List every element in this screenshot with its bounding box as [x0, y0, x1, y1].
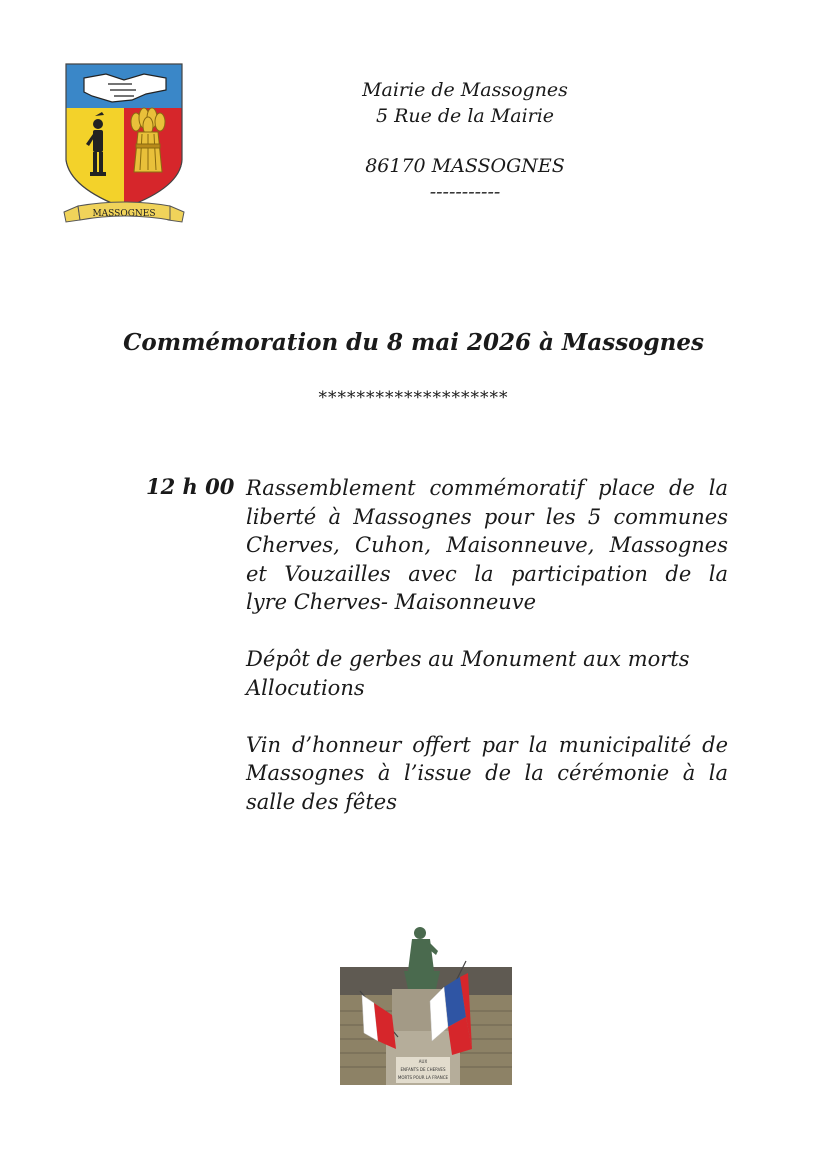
text-line: liberté à Massognes pour les 5 communes — [246, 504, 728, 529]
paragraph-wreath — [246, 645, 728, 702]
document-title: Commémoration du 8 mai 2026 à Massognes — [123, 329, 704, 356]
paragraph-gathering — [246, 474, 728, 617]
paragraph-reception — [246, 731, 728, 817]
war-memorial-photo — [340, 921, 512, 1085]
address-line-mairie: Mairie de Massognes — [362, 79, 568, 101]
plaque-line: MORTS POUR LA FRANCE — [397, 1075, 449, 1080]
text-line: Rassemblement commémoratif place de la — [246, 476, 728, 500]
event-time: 12 h 00 — [146, 474, 235, 499]
plaque-line: ENFANTS DE CHERVES — [400, 1067, 446, 1072]
plaque-line: AUX — [418, 1059, 428, 1064]
address-line-street: 5 Rue de la Mairie — [375, 104, 555, 127]
text-line: Massognes à l’issue de la cérémonie à la — [246, 761, 728, 785]
address-line-postcode: 86170 MASSOGNES — [365, 155, 565, 177]
address-spacer — [300, 129, 630, 154]
star-separator: ******************** — [318, 388, 509, 408]
address-separator: ----------- — [429, 180, 501, 203]
text-line: Dépôt de gerbes au Monument aux morts — [246, 647, 690, 671]
text-line: lyre Cherves- Maisonneuve — [246, 590, 537, 614]
text-line: Allocutions — [246, 675, 365, 700]
coat-of-arms-logo — [62, 60, 188, 228]
text-line: et Vouzailles avec la participation de la — [246, 561, 728, 586]
program-text — [246, 474, 728, 845]
text-line: Cherves, Cuhon, Maisonneuve, Massognes — [246, 533, 728, 557]
banner-text: MASSOGNES — [92, 209, 156, 219]
address-block — [300, 78, 630, 205]
text-line: salle des fêtes — [246, 789, 397, 814]
text-line: Vin d’honneur offert par la municipalité de — [246, 732, 728, 757]
